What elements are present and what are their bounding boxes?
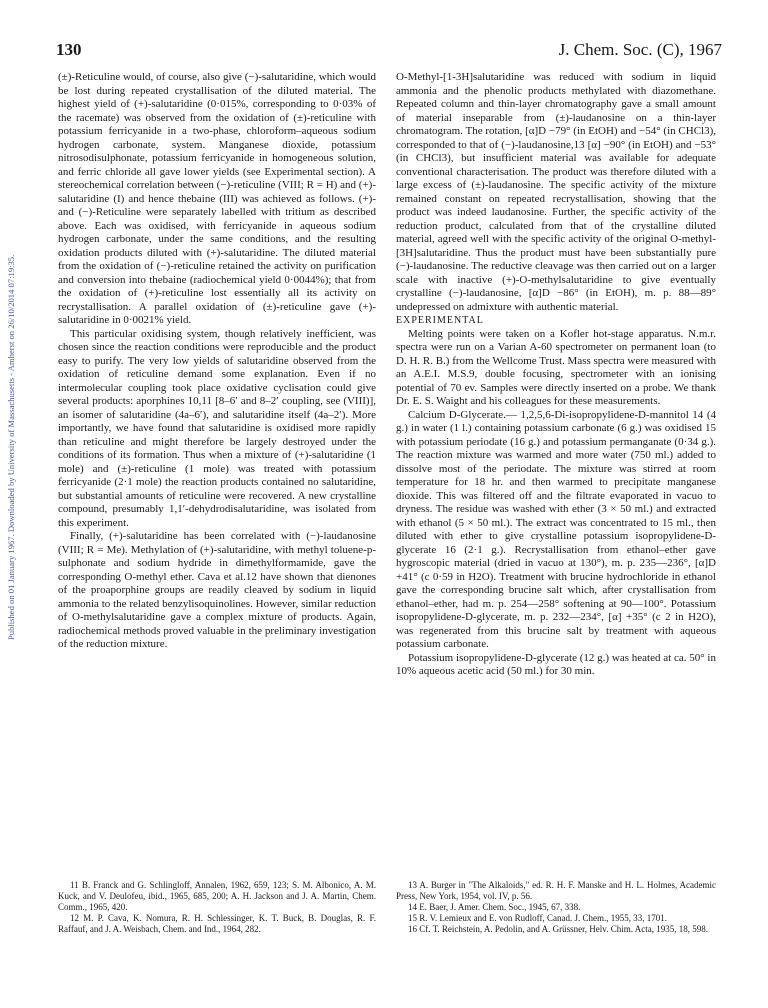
- paragraph: Melting points were taken on a Kofler hot-stage apparatus. N.m.r. spectra were run on a Varian A-60 spectrometer on permanent loan (to D. H. R. B.) from the Wellcome Trust. Mass spectra were measured with an A.E.I. M.S.9, double focusing, spectrometer with an ionising potential of 70 ev. Samples were directly inserted on a probe. We thank Dr. E. S. Waight and his colleagues for these measurements.: [396, 327, 716, 407]
- paragraph: (±)-Reticuline would, of course, also give (−)-salutaridine, which would be lost during repeated crystallisation of the diluted material. The highest yield of (+)-salutaridine (0·015%, corresponding to 0·03% of the racemate) was observed from the oxidation of (±)-reticuline with potassium ferricyanide in a two-phase, chloroform–aqueous sodium hydrogen carbonate, system. Manganese dioxide, potassium nitrosodisulphonate, potassium ferricyanide in homogeneous solution, and ferric chloride all gave lower yields (see Experimental section). A stereochemical correlation between (−)-reticuline (VIII; R = H) and (+)-salutaridine (I) and hence thebaine (III) was achieved as follows. (+)- and (−)-Reticuline were separately labelled with tritium as described above. Each was oxidised, with ferricyanide in aqueous sodium hydrogen carbonate, under the same conditions, and the resulting oxidation products diluted with (+)-salutaridine. The diluted material from the oxidation of (−)-reticuline retained the activity on purification and conversion into thebaine (radiochemical yield 0·0044%); that from the oxidation of (+)-reticuline lost essentially all its activity on recrystallisation. A parallel oxidation of (±)-reticuline gave (+)-salutaridine in 0·0021% yield.: [58, 71, 376, 326]
- footnotes-left: [58, 880, 376, 935]
- footnotes-right: [396, 880, 716, 935]
- paragraph: This particular oxidising system, though relatively inefficient, was chosen since the reaction conditions were reproducible and the product easy to purify. The very low yields of salutaridine observed from the oxidation of reticuline demand some explanation. Even if no intermolecular coupling took place oxidative cyclisation could give several products: aporphines 10,11 [8–6′ and 8–2′ coupling, see (VIII)], an isomer of salutaridine (4a–6′), and salutaridine itself (4a–2′). More importantly, we have found that salutaridine is oxidised more rapidly than reticuline and might therefore be largely destroyed under the conditions of its formation. Thus when a mixture of (+)-salutaridine (1 mole) and (±)-reticuline (1 mole) was treated with potassium ferricyanide (2·1 mole) the reaction products contained no salutaridine, but substantial amounts of reticuline were recovered. A new crystalline compound, presumably 1,1′-dehydrodisalutaridine, was isolated from this experiment.: [58, 327, 376, 529]
- footnote: 15 R. V. Lemieux and E. von Rudloff, Canad. J. Chem., 1955, 33, 1701.: [408, 913, 667, 923]
- journal-header: J. Chem. Soc. (C), 1967: [558, 40, 722, 59]
- paragraph: Finally, (+)-salutaridine has been correlated with (−)-laudanosine (VIII; R = Me). Methylation of (+)-salutaridine, with methyl toluene-p-sulphonate and sodium hydride in dimethylformamide, gave the corresponding O-methyl ether. Cava et al.12 have shown that dienones of the proaporphine groups are readily cleaved by sodium in liquid ammonia to the related benzylisoquinolines. However, similar reduction of O-methylsalutaridine gave a complex mixture of products. Again, radiochemical methods proved valuable in the preliminary investigation of the reduction mixture.: [58, 530, 376, 650]
- download-watermark: [6, 120, 20, 640]
- footnote: 12 M. P. Cava, K. Nomura, R. H. Schlessinger, K. T. Buck, B. Douglas, R. F. Raffauf, and J. A. Weisbach, Chem. and Ind., 1964, 282.: [58, 913, 376, 934]
- footnote: 13 A. Burger in "The Alkaloids," ed. R. H. F. Manske and H. L. Holmes, Academic Press, New York, 1954, vol. IV, p. 56.: [396, 880, 716, 901]
- footnote: 16 Cf. T. Reichstein, A. Pedolin, and A. Grüssner, Helv. Chim. Acta, 1935, 18, 598.: [408, 924, 708, 934]
- right-column: [396, 71, 716, 679]
- footnote: 14 E. Baer, J. Amer. Chem. Soc., 1945, 67, 338.: [408, 902, 581, 912]
- page-number: 130: [56, 40, 82, 59]
- download-note[interactable]: Published on 01 January 1967. Downloaded by University of Massachusetts - Amherst on 26/10/2014 07:19:35.: [6, 254, 16, 640]
- paragraph: Potassium isopropylidene-D-glycerate (12 g.) was heated at ca. 50° in 10% aqueous acetic acid (50 ml.) for 30 min.: [396, 651, 716, 677]
- footnote: 11 B. Franck and G. Schlingloff, Annalen, 1962, 659, 123; S. M. Albonico, A. M. Kuck, and V. Deulofeu, ibid., 1965, 685, 200; A. H. Jackson and J. A. Martin, Chem. Comm., 1965, 420.: [58, 880, 376, 912]
- section-heading: EXPERIMENTAL: [396, 315, 484, 326]
- left-column: [58, 71, 376, 652]
- paragraph: O-Methyl-[1-3H]salutaridine was reduced with sodium in liquid ammonia and the phenolic products methylated with diazomethane. Repeated column and thin-layer chromatography gave a small amount of material inseparable from (±)-laudanosine on a thin-layer chromatogram. The rotation, [α]D −79° (in EtOH) and −54° (in CHCl3), corresponded to that of (−)-laudanosine,13 [α] −90° (in EtOH) and −53° (in CHCl3), but insufficient material was available for adequate conventional characterisation. The product was therefore diluted with a large excess of (±)-laudanosine. The specific activity of the mixture remained constant on repeated recrystallisation, showing that the product was indeed laudanosine. Further, the specific activity of the reduction product, calculated from that of the crystalline diluted material, agreed well with the specific activity of the original O-methyl-[3H]salutaridine. Thus the product must have been substantially pure (−)-laudanosine. The reductive cleavage was then carried out on a larger scale with inactive (+)-O-methylsalutaridine to give eventually crystalline (−)-laudanosine, [α]D −86° (in EtOH), m. p. 88—89° undepressed on admixture with authentic material.: [396, 71, 716, 313]
- paragraph: Calcium D-Glycerate.— 1,2,5,6-Di-isopropylidene-D-mannitol 14 (4 g.) in water (1 l.) containing potassium carbonate (6 g.) was oxidised 15 with potassium periodate (16 g.) and potassium permanganate (0·34 g.). The reaction mixture was warmed and more water (750 ml.) added to dissolve most of the periodate. The mixture was stirred at room temperature for 18 hr. and then warmed to precipitate manganese dioxide. This was filtered off and the filtrate evaporated in vacuo to dryness. The residue was washed with ether (3 × 50 ml.) and extracted with ethanol (5 × 50 ml.). The extract was concentrated to 15 ml., then diluted with ether to give crystalline potassium isopropylidene-D-glycerate 16 (2·1 g.). Recrystallisation from ethanol–ether gave hygroscopic material (dried in vacuo at 130°), m. p. 235—236°, [α]D +41° (c 0·59 in H2O). Treatment with brucine hydrochloride in ethanol gave the corresponding brucine salt which, after crystallisation from ethanol–ether, had m. p. 254—258° softening at 90—100°. Potassium isopropylidene-D-glycerate, m. p. 232—234°, [α] +35° (c 2 in H2O), was regenerated from this brucine salt by treatment with aqueous potassium carbonate.: [396, 408, 716, 650]
